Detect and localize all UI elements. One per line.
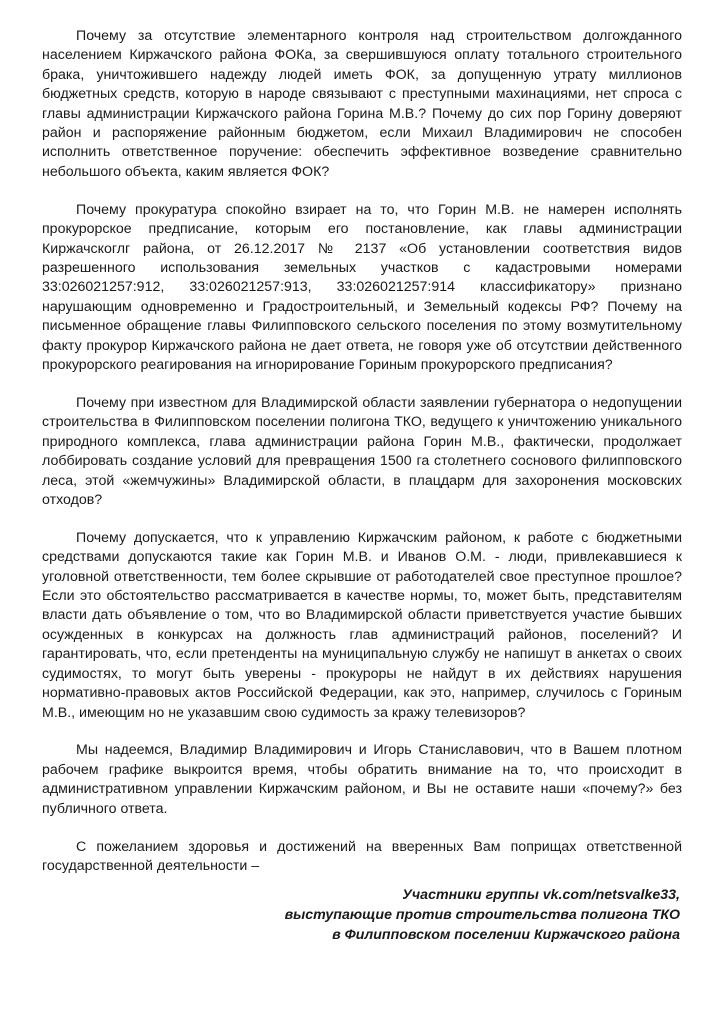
signature-block [42, 886, 682, 945]
paragraph-prosecutor: Почему прокуратура спокойно взирает на то, что Горин М.В. не намерен исполнять прокурорское предписание, которым его постановление, как главы администрации Киржачскоглг района, от 26.12.2017 № 2137 «Об установлении соответствия видов разрешенного использования земельных участков с кадастровыми номерами 33:026021257:912, 33:026021257:913, 33:026021257:914 классификатору» признано нарушающим одновременно и Градостроительный, и Земельный кодексы РФ? Почему на письменное обращение главы Филипповского сельского поселения по этому возмутительному факту прокурор Киржачского района не дает ответа, не говоря уже об отсутствии действенного прокурорского реагирования на игнорирование Гориным прокурорского предписания? [42, 201, 682, 373]
paragraph-criminal-record: Почему допускается, что к управлению Киржачским районом, к работе с бюджетными средствами допускаются такие как Горин М.В. и Иванов О.М. - люди, привлекавшиеся к уголовной ответственности, тем более скрывшие от работодателей свое преступное прошлое? Если это обстоятельство рассматривается в качестве нормы, то, может быть, представителям власти дать объявление о том, что во Владимирской области приветствуется участие бывших осужденных в конкурсах на должность глав администраций районов, поселений? И гарантировать, что, если претенденты на муниципальную службу не напишут в анкетах о своих судимостях, то могут быть уверены - прокуроры не найдут в их действиях нарушения нормативно-правовых актов Российской Федерации, как это, например, случилось с Гориным М.В., имеющим но не указавшим свою судимость за кражу телевизоров? [42, 529, 682, 721]
paragraph-appeal: Мы надеемся, Владимир Владимирович и Игорь Станиславович, что в Вашем плотном рабочем графике выкроится время, чтобы обратить внимание на то, что происходит в административном управлении Киржачским районом, и Вы не оставите наши «почему?» без публичного ответа. [42, 742, 682, 817]
paragraph-landfill: Почему при известном для Владимирской области заявлении губернатора о недопущении строительства в Филипповском поселении полигона ТКО, ведущего к уничтожению уникального природного комплекса, глава администрации района Горин М.В., фактически, продолжает лоббировать создание условий для превращения 1500 га столетнего соснового филипповского леса, этой «жемчужины» Владимирской области, в плацдарм для захоронения московских отходов? [42, 394, 682, 508]
paragraph-fok: Почему за отсутствие элементарного контроля над строительством долгожданного населением Киржачского района ФОКа, за свершившуюся оплату тотального строительного брака, уничтожившего надежду людей иметь ФОК, за допущенную утрату миллионов бюджетных средств, которую в народе связывают с преступными махинациями, нет спроса с главы администрации Киржачского района Горина М.В.? Почему до сих пор Горину доверяют район и распоряжение районным бюджетом, если Михаил Владимирович не способен исполнить ответственное поручение: обеспечить эффективное возведение сравнительно небольшого объекта, каким является ФОК? [42, 28, 682, 180]
signature-line-location: в Филипповском поселении Киржачского района [332, 926, 680, 943]
signature-line-group: Участники группы vk.com/netsvalke33, [402, 887, 680, 904]
signature-line-position: выступающие против строительства полигона ТКО [284, 906, 680, 923]
paragraph-closing: С пожеланием здоровья и достижений на вверенных Вам поприщах ответственной государственной деятельности – [42, 838, 682, 874]
